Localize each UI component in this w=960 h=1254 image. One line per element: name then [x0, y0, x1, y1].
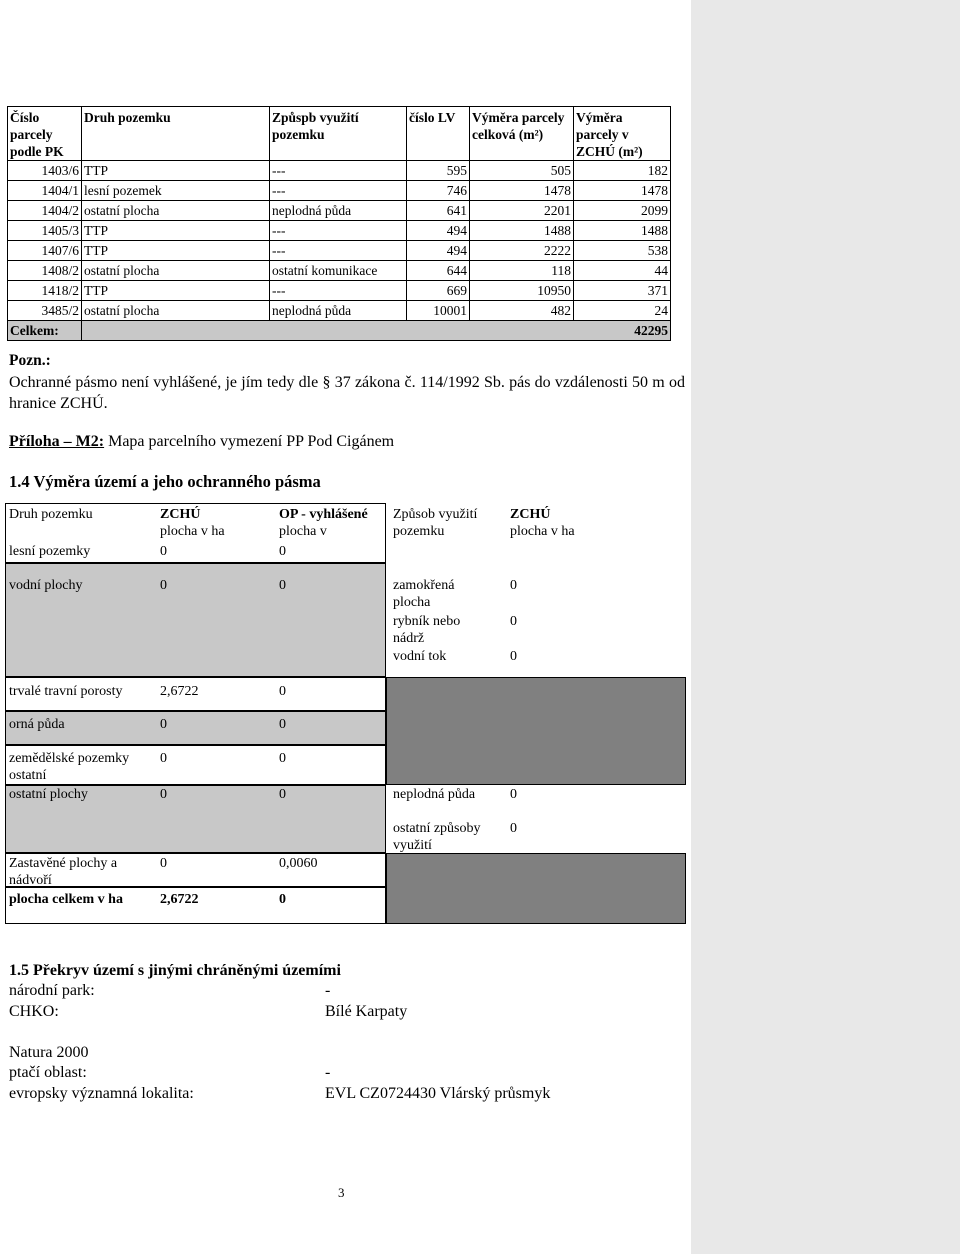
cell-lv: 669 [407, 281, 470, 301]
cell-type: ostatní plocha [82, 261, 270, 281]
area-row-druh: lesní pozemky [9, 544, 91, 559]
usage-label: zamokřená plocha [393, 578, 455, 610]
header-usage: Způspb využití pozemku [270, 107, 407, 161]
table-total-row [8, 321, 671, 341]
cell-parcel: 1407/6 [8, 241, 82, 261]
table-row [8, 241, 671, 261]
usage-label: ostatní způsoby využití [393, 821, 481, 853]
area-row-op: 0,0060 [279, 856, 318, 871]
cell-type: ostatní plocha [82, 201, 270, 221]
area-row-druh: trvalé travní porosty [9, 684, 123, 699]
area-header-zpusob: Způsob využití pozemku [393, 507, 478, 539]
cell-usage: ostatní komunikace [270, 261, 407, 281]
cell-type: ostatní plocha [82, 301, 270, 321]
area-row-op: 0 [279, 684, 286, 699]
cell-usage: neplodná půda [270, 201, 407, 221]
header-area-zchu: Výměra parcely v ZCHÚ (m²) [574, 107, 671, 161]
cell-area-total: 10950 [470, 281, 574, 301]
attachment-label: Příloha – M2: [9, 433, 105, 450]
area-row-druh: zemědělské pozemky ostatní [9, 751, 130, 783]
table-row [8, 261, 671, 281]
cell-lv: 595 [407, 161, 470, 181]
area-row-zchu: 0 [160, 717, 167, 732]
area-row-op: 0 [279, 892, 286, 907]
overlap-label: Natura 2000 [9, 1044, 89, 1061]
area-row-druh: vodní plochy [9, 578, 83, 593]
overlap-value: Bílé Karpaty [325, 1003, 408, 1020]
cell-usage: --- [270, 161, 407, 181]
cell-parcel: 1403/6 [8, 161, 82, 181]
area-row-op: 0 [279, 751, 286, 766]
table-row [8, 181, 671, 201]
cell-parcel: 1418/2 [8, 281, 82, 301]
cell-lv: 494 [407, 241, 470, 261]
area-dark-block [386, 853, 686, 924]
cell-lv: 494 [407, 221, 470, 241]
cell-area-zchu: 24 [574, 301, 671, 321]
area-row-op: 0 [279, 578, 286, 593]
header-area-total: Výměra parcely celková (m²) [470, 107, 574, 161]
cell-area-total: 2201 [470, 201, 574, 221]
area-row-zchu: 0 [160, 856, 167, 871]
overlap-heading: 1.5 Překryv území s jinými chráněnými územími [9, 962, 341, 979]
cell-type: TTP [82, 221, 270, 241]
table-row [8, 161, 671, 181]
cell-parcel: 1408/2 [8, 261, 82, 281]
cell-area-total: 1488 [470, 221, 574, 241]
cell-area-total: 1478 [470, 181, 574, 201]
area-row-op: 0 [279, 717, 286, 732]
cell-usage: --- [270, 221, 407, 241]
overlap-value: - [325, 982, 331, 999]
usage-value: 0 [510, 578, 517, 593]
cell-usage: neplodná půda [270, 301, 407, 321]
total-label: Celkem: [8, 321, 82, 341]
area-row-druh: Zastavěné plochy a nádvoří [9, 856, 118, 888]
area-row-op: 0 [279, 787, 286, 802]
area-row-zchu: 0 [160, 787, 167, 802]
cell-usage: --- [270, 181, 407, 201]
cell-area-zchu: 44 [574, 261, 671, 281]
cell-type: TTP [82, 281, 270, 301]
table-row [8, 301, 671, 321]
cell-lv: 644 [407, 261, 470, 281]
header-lv: číslo LV [407, 107, 470, 161]
comment-side-panel [691, 0, 960, 1254]
cell-parcel: 1405/3 [8, 221, 82, 241]
table-row [8, 201, 671, 221]
page-number: 3 [338, 1185, 345, 1200]
cell-area-zchu: 2099 [574, 201, 671, 221]
cell-lv: 10001 [407, 301, 470, 321]
area-section-heading: 1.4 Výměra území a jeho ochranného pásma [9, 472, 321, 491]
cell-area-zchu: 538 [574, 241, 671, 261]
total-value: 42295 [82, 321, 671, 341]
area-row-druh: orná půda [9, 717, 65, 732]
cell-area-total: 118 [470, 261, 574, 281]
cell-usage: --- [270, 281, 407, 301]
cell-type: TTP [82, 161, 270, 181]
overlap-label: CHKO: [9, 1003, 59, 1020]
area-header-zchu: ZCHÚ plocha v ha [160, 507, 225, 539]
usage-label: vodní tok [393, 649, 447, 664]
cell-area-zchu: 1488 [574, 221, 671, 241]
table-row [8, 281, 671, 301]
overlap-label: ptačí oblast: [9, 1064, 87, 1081]
area-header-op: OP - vyhlášené plocha v [279, 507, 368, 539]
header-parcel-number: Číslo parcely podle PK [8, 107, 82, 161]
cell-parcel: 1404/2 [8, 201, 82, 221]
usage-value: 0 [510, 614, 517, 629]
usage-label: neplodná půda [393, 787, 476, 802]
area-row-zchu: 0 [160, 578, 167, 593]
cell-area-zchu: 182 [574, 161, 671, 181]
parcel-table [7, 106, 671, 341]
overlap-label: evropsky významná lokalita: [9, 1085, 194, 1102]
table-row [8, 221, 671, 241]
usage-value: 0 [510, 787, 517, 802]
area-header-druh: Druh pozemku [9, 507, 93, 522]
cell-parcel: 3485/2 [8, 301, 82, 321]
cell-area-zchu: 371 [574, 281, 671, 301]
cell-parcel: 1404/1 [8, 181, 82, 201]
cell-area-total: 482 [470, 301, 574, 321]
cell-area-total: 2222 [470, 241, 574, 261]
header-land-type: Druh pozemku [82, 107, 270, 161]
cell-usage: --- [270, 241, 407, 261]
usage-value: 0 [510, 821, 517, 836]
usage-label: rybník nebo nádrž [393, 614, 461, 646]
area-row-zchu: 0 [160, 544, 167, 559]
overlap-label: národní park: [9, 982, 95, 999]
area-row-op: 0 [279, 544, 286, 559]
area-row-zchu: 2,6722 [160, 684, 199, 699]
attachment-text: Mapa parcelního vymezení PP Pod Cigánem [104, 433, 395, 450]
cell-lv: 641 [407, 201, 470, 221]
area-dark-block [386, 677, 686, 785]
cell-type: TTP [82, 241, 270, 261]
area-row-druh: plocha celkem v ha [9, 892, 123, 907]
note-label: Pozn.: [9, 352, 51, 369]
cell-area-zchu: 1478 [574, 181, 671, 201]
usage-value: 0 [510, 649, 517, 664]
parcel-table-header [8, 107, 671, 161]
overlap-value: EVL CZ0724430 Vlárský průsmyk [325, 1085, 551, 1102]
area-row-zchu: 2,6722 [160, 892, 199, 907]
note-text: Ochranné pásmo není vyhlášené, je jím tedy dle § 37 zákona č. 114/1992 Sb. pás do vzdálenosti 50 m od hranice ZCHÚ. [9, 374, 685, 412]
area-header-zchu2: ZCHÚ plocha v ha [510, 507, 575, 539]
attachment-line [9, 433, 394, 451]
area-row-zchu: 0 [160, 751, 167, 766]
overlap-value: - [325, 1064, 331, 1081]
area-row-druh: ostatní plochy [9, 787, 88, 802]
cell-type: lesní pozemek [82, 181, 270, 201]
cell-area-total: 505 [470, 161, 574, 181]
cell-lv: 746 [407, 181, 470, 201]
